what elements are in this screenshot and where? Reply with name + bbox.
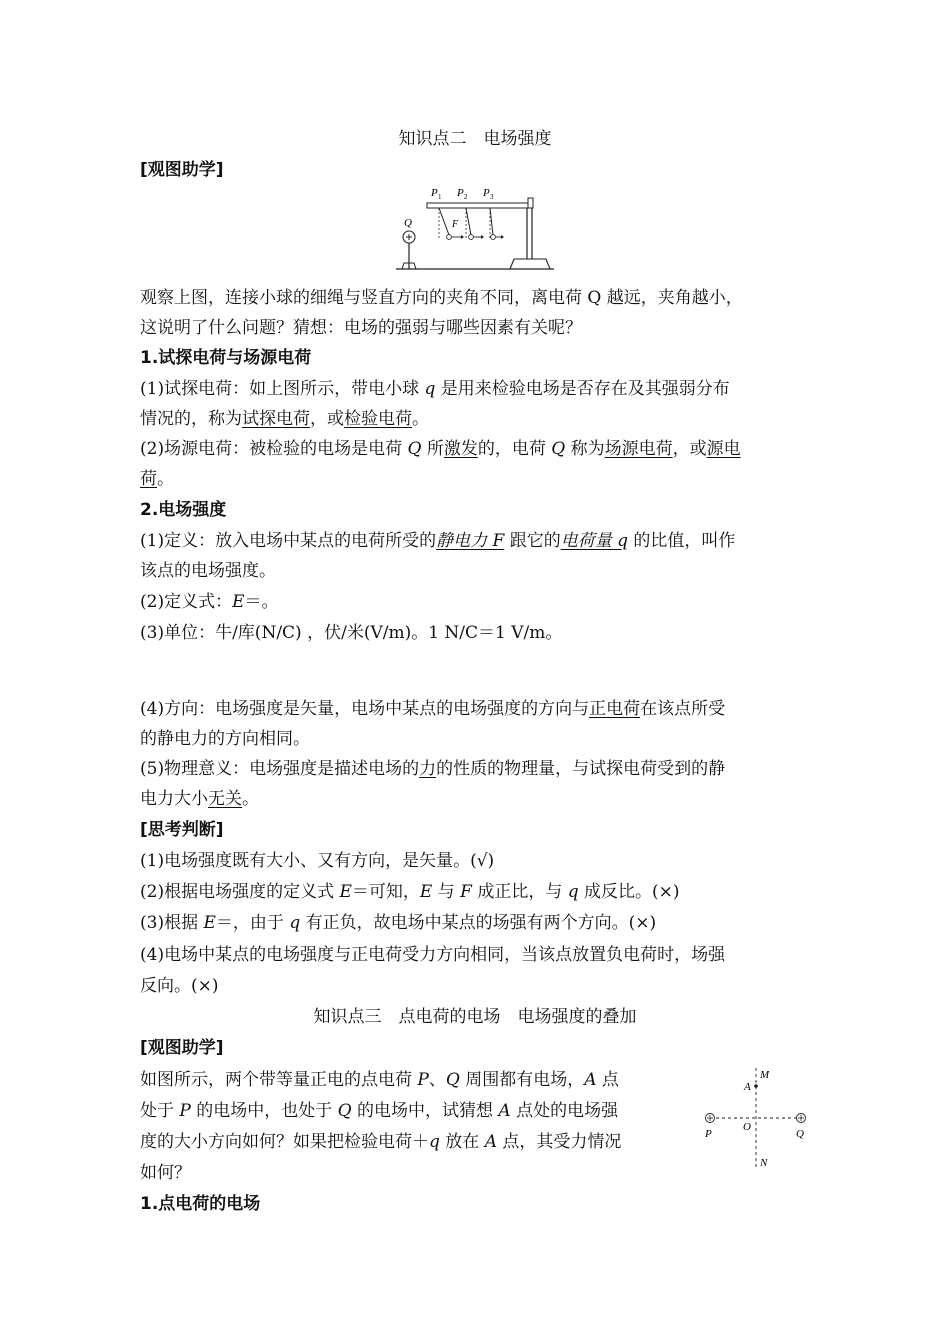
figure1-label-q: Q	[404, 217, 412, 229]
unit-line: (3)单位：牛/库(N/C) ，伏/米(V/m)。1 N/C＝1 V/m。	[140, 623, 563, 643]
question-line-1: 如图所示，两个带等量正电的点电荷 P、Q 周围都有电场，A 点	[140, 1070, 619, 1090]
meaning-line-1: (5)物理意义：电场强度是描述电场的力的性质的物理量，与试探电荷受到的静	[140, 759, 726, 779]
judge-item-4-line-1: (4)电场中某点的电场强度与正电荷受力方向相同，当该点放置负电荷时，场强	[140, 945, 726, 965]
think-judge-label: [思考判断]	[140, 820, 224, 840]
heading-point-charge-field: 1.点电荷的电场	[140, 1194, 261, 1214]
source-charge-line-2: 荷。	[140, 469, 174, 489]
figure2-label-a: A	[744, 1081, 751, 1093]
section3-guide-label: [观图助学]	[140, 1038, 224, 1058]
test-charge-line-1: (1)试探电荷：如上图所示，带电小球 q 是用来检验电场是否存在及其强弱分布	[140, 379, 730, 399]
direction-line-2: 的静电力的方向相同。	[140, 729, 310, 749]
point-charges-figure	[700, 1062, 815, 1174]
figure1-label-p1: P	[431, 187, 438, 199]
figure2-label-p: P	[705, 1128, 712, 1140]
question-line-2: 处于 P 的电场中，也处于 Q 的电场中，试猜想 A 点处的电场强	[140, 1101, 619, 1121]
figure2-label-o: O	[743, 1121, 751, 1133]
source-charge-line-1: (2)场源电荷：被检验的电场是电荷 Q 所激发的，电荷 Q 称为场源电荷，或源电	[140, 439, 741, 459]
figure1-label-f: F	[452, 219, 459, 230]
judge-item-2: (2)根据电场强度的定义式 E＝可知，E 与 F 成正比，与 q 成反比。(×)	[140, 882, 680, 902]
judge-item-4-line-2: 反向。(×)	[140, 976, 219, 996]
section3-title: 知识点三 点电荷的电场 电场强度的叠加	[313, 1007, 637, 1027]
question-line-4: 如何？	[140, 1163, 191, 1183]
definition-line-1: (1)定义：放入电场中某点的电荷所受的静电力 F 跟它的电荷量 q 的比值，叫作	[140, 531, 736, 551]
figure2-label-n: N	[760, 1157, 768, 1169]
figure2-label-m: M	[760, 1069, 770, 1081]
section2-title: 知识点二 电场强度	[398, 129, 552, 149]
direction-line-1: (4)方向：电场强度是矢量，电场中某点的电场强度的方向与正电荷在该点所受	[140, 699, 726, 719]
formula-line: (2)定义式：E＝。	[140, 592, 279, 612]
figure1-label-p3-sub: 3	[490, 193, 494, 201]
test-charge-line-2: 情况的，称为试探电荷，或检验电荷。	[140, 409, 429, 429]
judge-item-1: (1)电场强度既有大小、又有方向，是矢量。(√)	[140, 851, 495, 871]
figure1-label-p3: P	[483, 187, 490, 199]
pendulum-figure	[396, 183, 554, 273]
observe-line-1: 观察上图，连接小球的细绳与竖直方向的夹角不同，离电荷 Q 越远，夹角越小，	[140, 288, 743, 308]
section2-guide-label: [观图助学]	[140, 160, 224, 180]
figure1-label-p2: P	[457, 187, 464, 199]
figure1-label-p1-sub: 1	[438, 193, 442, 201]
heading-test-charge: 1.试探电荷与场源电荷	[140, 348, 312, 368]
heading-field-strength: 2.电场强度	[140, 500, 227, 520]
figure1-label-p2-sub: 2	[464, 193, 468, 201]
definition-line-2: 该点的电场强度。	[140, 561, 276, 581]
question-line-3: 度的大小方向如何？如果把检验电荷＋q 放在 A 点，其受力情况	[140, 1132, 622, 1152]
observe-line-2: 这说明了什么问题？猜想：电场的强弱与哪些因素有关呢？	[140, 318, 582, 338]
figure2-label-q: Q	[796, 1128, 804, 1140]
meaning-line-2: 电力大小无关。	[140, 789, 259, 809]
judge-item-3: (3)根据 E＝，由于 q 有正负，故电场中某点的场强有两个方向。(×)	[140, 913, 657, 933]
